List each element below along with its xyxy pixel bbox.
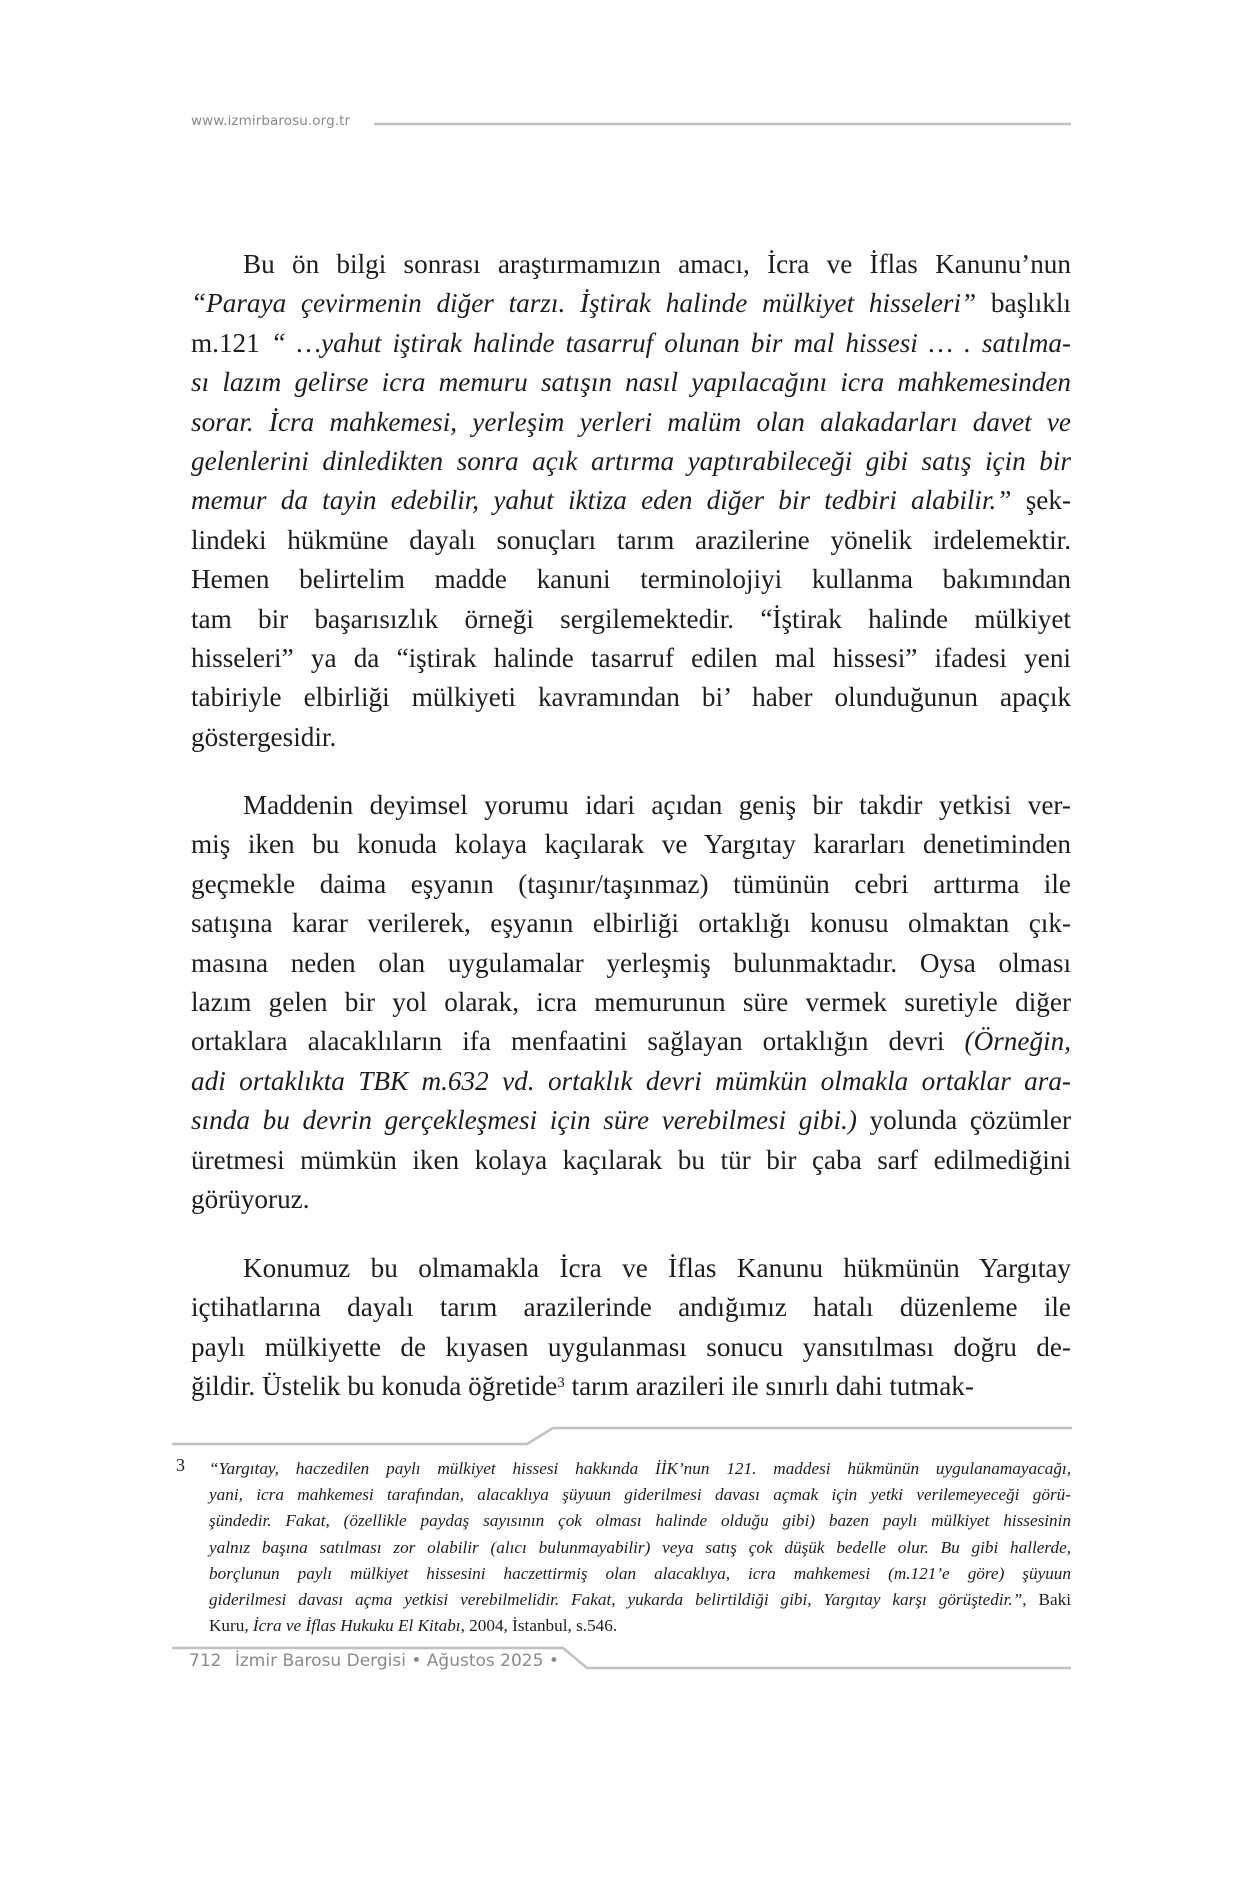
paragraph-1: [191, 245, 1071, 757]
text-run: geçmekle daima eşyanın (taşınır/taşınmaz) tümünün cebri arttırma ile: [191, 868, 1071, 899]
text-run: ğildir. Üstelik bu konuda öğretide: [191, 1371, 558, 1402]
journal-issue: İzmir Barosu Dergisi • Ağustos 2025 •: [234, 1651, 559, 1671]
text-line: [191, 1328, 1071, 1367]
text-run: ortaklara alacaklıların ifa menfaatini sağlayan ortaklığın devri: [191, 1026, 965, 1057]
footnote-line: [191, 1561, 1071, 1587]
text-run: içtihatlarına dayalı tarım arazilerinde andığımız hatalı düzenleme ile: [191, 1292, 1071, 1323]
text-line: [191, 865, 1071, 904]
text-run: üretmesi mümkün iken kolaya kaçılarak bu tür bir çaba sarf edilmediğini: [191, 1144, 1071, 1175]
text-line: [191, 1101, 1071, 1140]
text-run: Maddenin deyimsel yorumu idari açıdan geniş bir takdir yetkisi ver-: [243, 790, 1071, 820]
text-run: başlıklı: [976, 288, 1071, 319]
page-number: 712: [189, 1651, 222, 1671]
paragraph-2: [191, 786, 1071, 1219]
footnote-line: [191, 1456, 1071, 1482]
text-run: sorar. İcra mahkemesi, yerleşim yerleri malüm olan alakadarları davet ve: [191, 406, 1071, 437]
text-run: “ …yahut iştirak halinde tasarruf olunan bir mal hissesi … . satılma-: [259, 327, 1071, 358]
text-run: , 2004, İstanbul, s.546.: [460, 1616, 618, 1636]
text-run: satışına karar verilerek, eşyanın elbirliği ortaklığı konusu olmaktan çık-: [191, 908, 1071, 939]
text-run: borçlunun paylı mülkiyet hissesini haczettirmiş olan alacaklıya, icra mahkemesi (m.121’e göre) şüyuun: [209, 1563, 1071, 1583]
footnote-line: [191, 1482, 1071, 1508]
text-run: masına neden olan uygulamalar yerleşmiş bulunmaktadır. Oysa olması: [191, 947, 1071, 978]
text-run: m.121: [191, 327, 260, 358]
text-run: tarım arazileri ile sınırlı dahi tutmak-: [564, 1371, 974, 1402]
text-run: miş iken bu konuda kolaya kaçılarak ve Yargıtay kararları denetiminden: [191, 829, 1071, 860]
text-line: [191, 363, 1071, 402]
text-line: [191, 1141, 1071, 1180]
text-run: “Paraya çevirmenin diğer tarzı. İştirak halinde mülkiyet hisseleri”: [191, 288, 977, 319]
text-line: [191, 1022, 1071, 1061]
footnote-line: [191, 1508, 1071, 1534]
text-run: yalnız başına satılması zor olabilir (alıcı bulunmayabilir) veya satış çok düşük bedelle olur. Bu gibi hallerde,: [209, 1537, 1071, 1557]
footnote-reference[interactable]: 3: [557, 1375, 565, 1392]
text-run: giderilmesi davası açma yetkisi verebilmelidir. Fakat, yukarda belirtildiği gibi, Yargıtay karşı görüştedir.”: [209, 1589, 1023, 1609]
text-line: [191, 1367, 1071, 1406]
footnote-separator: [172, 1428, 1072, 1444]
text-line: [191, 560, 1071, 599]
footnote: [176, 1455, 1071, 1639]
text-run: göstergesidir.: [191, 721, 337, 752]
paragraph-3: [191, 1249, 1071, 1407]
text-line: [191, 442, 1071, 481]
text-line: [191, 1288, 1071, 1327]
text-line: [191, 944, 1071, 983]
text-run: paylı mülkiyette de kıyasen uygulanması sonucu yansıtılması doğru de-: [191, 1331, 1071, 1362]
text-run: , Baki: [1022, 1589, 1071, 1609]
text-line: [191, 718, 1071, 757]
text-line: [191, 403, 1071, 442]
text-line: [191, 600, 1071, 639]
text-run: Konumuz bu olmamakla İcra ve İflas Kanunu hükmünün Yargıtay: [243, 1253, 1071, 1283]
text-line: [191, 284, 1071, 323]
text-run: memur da tayin edebilir, yahut iktiza eden diğer bir tedbiri alabilir.”: [191, 485, 1012, 516]
text-line: [191, 904, 1071, 943]
header-url: www.izmirbarosu.org.tr: [191, 113, 351, 129]
text-run: yani, icra mahkemesi tarafından, alacaklıya şüyuun giderilmesi davası açmak için yetki verilemeyeceği görü-: [209, 1485, 1071, 1505]
text-run: sında bu devrin gerçekleşmesi için süre verebilmesi gibi.): [191, 1105, 857, 1136]
footnote-line: [191, 1535, 1071, 1561]
text-run: Bu ön bilgi sonrası araştırmamızın amacı, İcra ve İflas Kanunu’nun: [243, 249, 1071, 279]
text-line: [191, 983, 1071, 1022]
text-line: [191, 324, 1071, 363]
text-line: [191, 639, 1071, 678]
text-line: [191, 1062, 1071, 1101]
text-line: [191, 1180, 1071, 1219]
text-line: [191, 245, 1071, 284]
text-run: tabiriyle elbirliği mülkiyeti kavramından bi’ haber olunduğunun apaçık: [191, 682, 1071, 713]
text-run: tam bir başarısızlık örneği sergilemektedir. “İştirak halinde mülkiyet: [191, 603, 1071, 634]
footnote-body: [191, 1456, 1071, 1639]
footnote-line: [191, 1613, 1071, 1639]
text-run: adi ortaklıkta TBK m.632 vd. ortaklık devri mümkün olmakla ortaklar ara-: [191, 1065, 1071, 1096]
text-run: gelenlerini dinledikten sonra açık artırma yaptırabileceği gibi satış için bir: [191, 445, 1071, 476]
text-run: şek-: [1011, 485, 1071, 516]
text-run: Kuru,: [209, 1616, 253, 1636]
text-line: [191, 825, 1071, 864]
text-run: sı lazım gelirse icra memuru satışın nasıl yapılacağını icra mahkemesinden: [191, 367, 1071, 398]
footnote-number: 3: [176, 1455, 185, 1475]
text-line: [191, 1249, 1071, 1288]
text-run: “Yargıtay, haczedilen paylı mülkiyet hissesi hakkında İİK’nun 121. maddesi hükmünün uygulanamayacağı,: [209, 1459, 1071, 1478]
text-run: (Örneğin,: [964, 1026, 1071, 1057]
text-run: yolunda çözümler: [856, 1105, 1071, 1136]
text-run: lindeki hükmüne dayalı sonuçları tarım arazilerine yönelik irdelemektir.: [191, 524, 1071, 555]
text-line: [191, 521, 1071, 560]
text-run: şündedir. Fakat, (özellikle paydaş sayısının çok olması halinde olduğu gibi) bazen paylı mülkiyet hissesinin: [209, 1511, 1071, 1531]
text-run: görüyoruz.: [191, 1183, 310, 1214]
text-run: İcra ve İflas Hukuku El Kitabı: [252, 1616, 461, 1636]
text-run: lazım gelen bir yol olarak, icra memurunun süre vermek suretiyle diğer: [191, 986, 1071, 1017]
text-line: [191, 678, 1071, 717]
text-line: [191, 786, 1071, 825]
text-run: Hemen belirtelim madde kanuni terminolojiyi kullanma bakımından: [191, 564, 1071, 595]
text-line: [191, 481, 1071, 520]
text-run: hisseleri” ya da “iştirak halinde tasarruf edilen mal hissesi” ifadesi yeni: [191, 642, 1071, 673]
footnote-line: [191, 1587, 1071, 1613]
page-footer: [189, 1651, 559, 1671]
